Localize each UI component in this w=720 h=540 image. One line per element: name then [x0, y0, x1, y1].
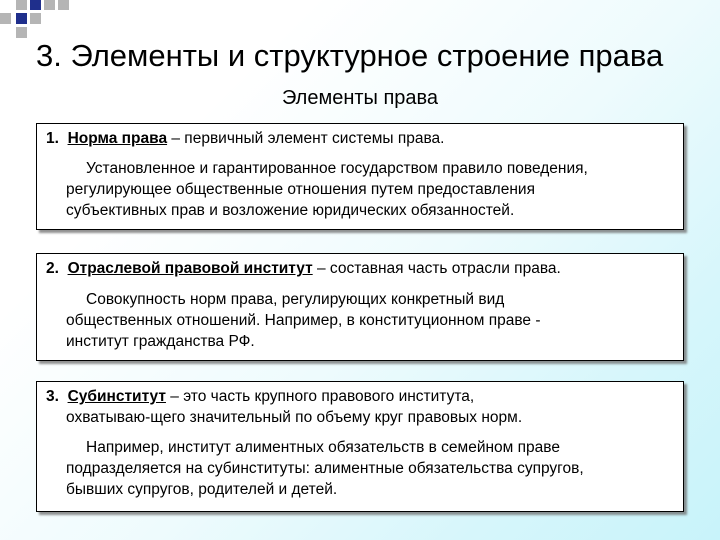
- description-line: субъективных прав и возложение юридических обязанностей.: [66, 202, 515, 219]
- element-number: 3.: [46, 388, 59, 405]
- element-definition: – составная часть отрасли права.: [312, 260, 561, 277]
- slide-title: 3. Элементы и структурное строение права: [36, 38, 664, 73]
- element-heading: [46, 128, 673, 149]
- description-line: Установленное и гарантированное государством правило поведения,: [86, 160, 588, 177]
- element-card-norm: [36, 123, 684, 230]
- description-line: Совокупность норм права, регулирующих конкретный вид: [86, 291, 505, 308]
- slide-subtitle: Элементы права: [281, 87, 439, 109]
- description-line: подразделяется на субинституты: алиментные обязательства супругов,: [66, 460, 584, 477]
- element-number: 2.: [46, 260, 59, 277]
- element-card-institute: [36, 253, 684, 361]
- element-term: Отраслевой правовой институт: [67, 260, 313, 277]
- description-line: институт гражданства РФ.: [66, 333, 255, 350]
- description-line: Например, институт алиментных обязательств в семейном праве: [86, 439, 560, 456]
- element-number: 1.: [46, 130, 59, 147]
- description-line: бывших супругов, родителей и детей.: [66, 481, 338, 498]
- element-term: Норма права: [67, 130, 168, 147]
- element-term: Субинститут: [67, 388, 166, 405]
- element-description: [46, 158, 673, 221]
- description-line: общественных отношений. Например, в конституционном праве -: [66, 312, 541, 329]
- element-description: [46, 289, 673, 352]
- element-definition: – первичный элемент системы права.: [167, 130, 445, 147]
- element-description: [46, 437, 673, 500]
- element-card-subinstitute: [36, 381, 684, 512]
- element-definition: – это часть крупного правового института,: [165, 388, 475, 405]
- element-heading: [46, 386, 673, 407]
- element-heading: [46, 258, 673, 279]
- description-line: регулирующее общественные отношения путем предоставления: [66, 181, 535, 198]
- element-definition-continued: охватываю-щего значительный по объему круг правовых норм.: [66, 409, 523, 426]
